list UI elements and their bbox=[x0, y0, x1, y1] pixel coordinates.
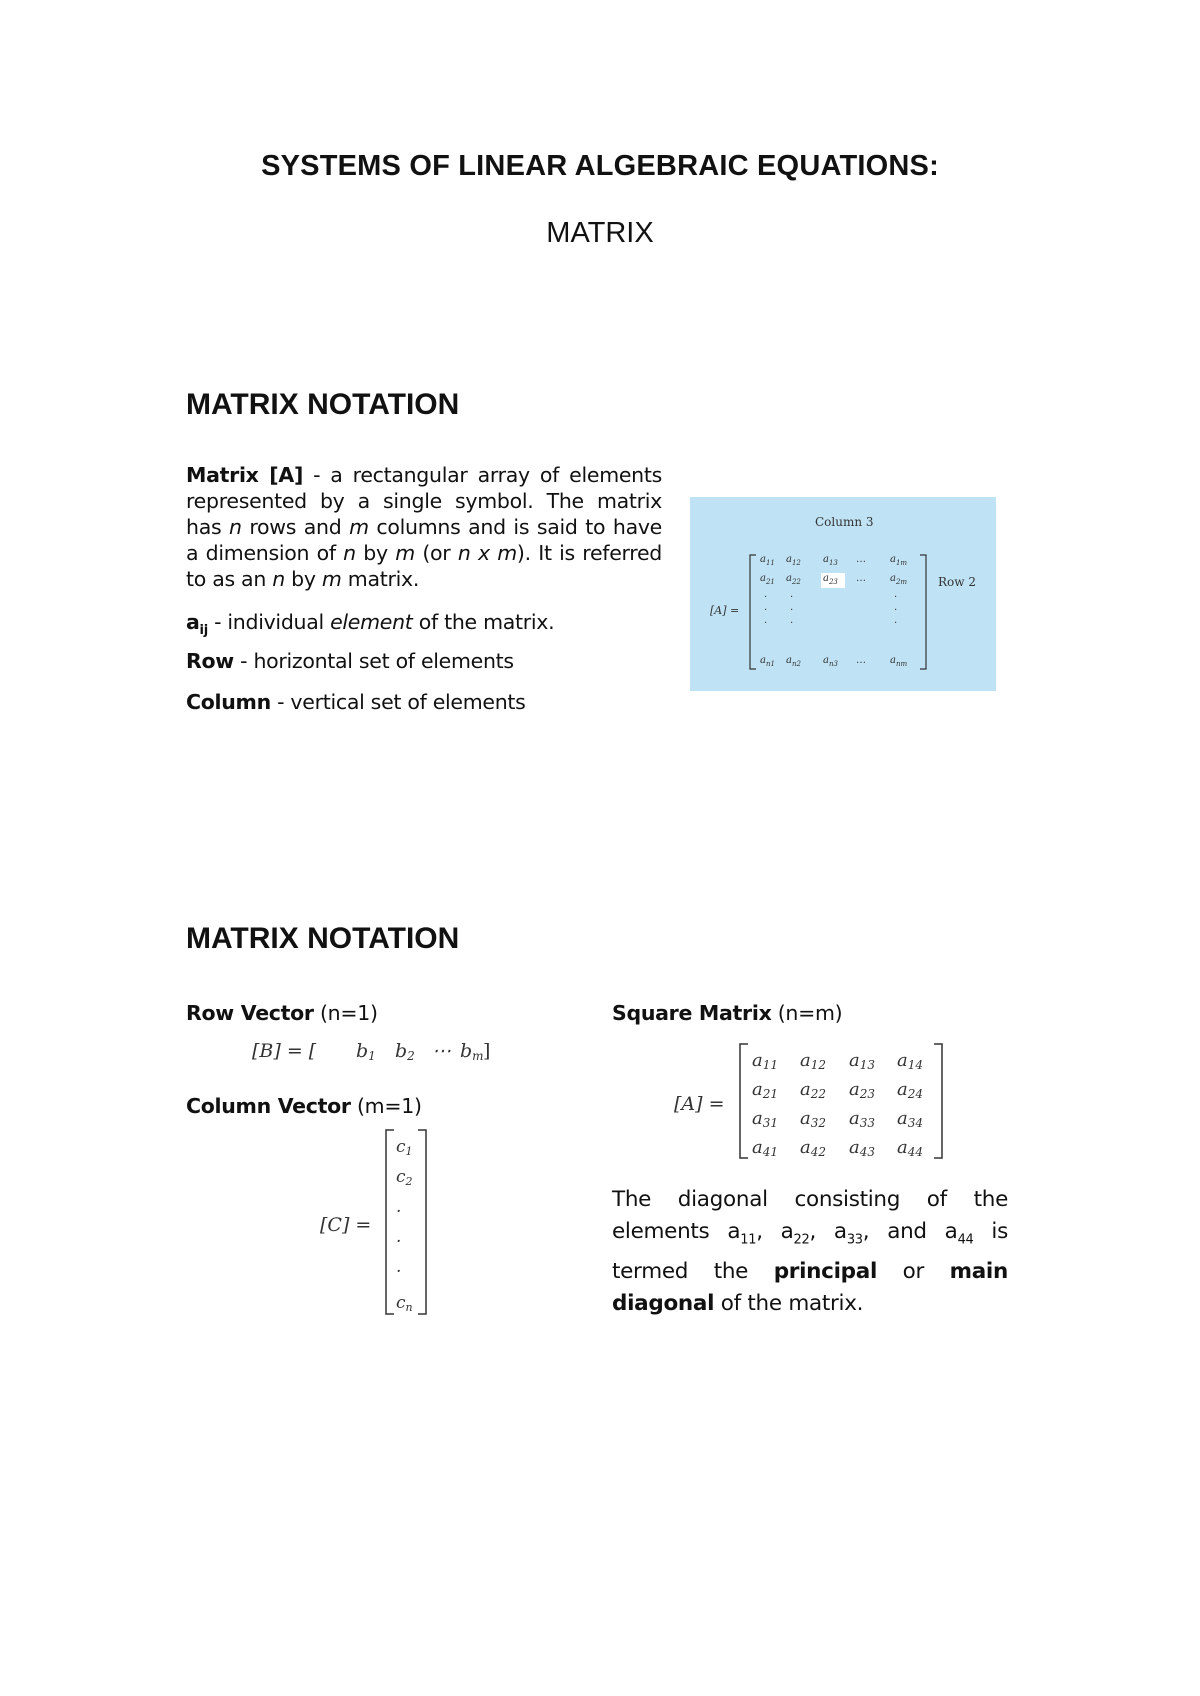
diag-text: , and a bbox=[862, 1219, 958, 1244]
row-vector-entry: b2 bbox=[395, 1040, 415, 1063]
row-vector-entry: bm bbox=[460, 1040, 484, 1063]
diag-sub-22: 22 bbox=[793, 1232, 810, 1248]
matrix-cell: … bbox=[856, 655, 866, 666]
column-vector-term: Column Vector bbox=[186, 1094, 351, 1118]
square-matrix-svg bbox=[668, 1040, 958, 1164]
aij-sub: ij bbox=[199, 623, 208, 639]
matrix-cell: $a_{23}$ bbox=[823, 573, 838, 586]
def-text: by bbox=[355, 541, 396, 565]
square-matrix-entry: a23 bbox=[849, 1079, 876, 1101]
def-text: ). It is referred to as an bbox=[186, 541, 662, 591]
aij-text: of the matrix. bbox=[412, 610, 555, 634]
column-term: Column bbox=[186, 690, 271, 714]
matrix-cell: $a_{n3}$ bbox=[823, 655, 838, 668]
matrix-definition bbox=[186, 462, 662, 592]
square-matrix-equation bbox=[668, 1040, 958, 1168]
matrix-dot: . bbox=[790, 589, 794, 600]
principal-term: principal bbox=[773, 1259, 878, 1285]
column-3-label: Column 3 bbox=[815, 515, 874, 529]
row-vector-cond: (n=1) bbox=[313, 1001, 378, 1025]
def-text: (or bbox=[414, 541, 458, 565]
square-matrix-entry: a43 bbox=[849, 1137, 876, 1159]
column-vector-svg bbox=[316, 1128, 436, 1318]
square-matrix-entry: a21 bbox=[752, 1079, 779, 1101]
square-matrix-entries bbox=[752, 1050, 923, 1159]
matrix-cell: $a_{nm}$ bbox=[890, 655, 908, 668]
square-matrix-entry: a24 bbox=[897, 1079, 924, 1101]
square-matrix-entry: a41 bbox=[752, 1137, 779, 1159]
row-vector-label bbox=[186, 1000, 378, 1026]
aij-text: - individual bbox=[207, 610, 331, 634]
var-m: m bbox=[395, 541, 415, 565]
square-matrix-entry: a14 bbox=[897, 1050, 924, 1072]
square-matrix-entry: a44 bbox=[897, 1137, 924, 1159]
matrix-dot: . bbox=[894, 615, 898, 626]
def-text: columns and is said to have a dimension of bbox=[186, 515, 662, 565]
square-matrix-entry: a12 bbox=[800, 1050, 827, 1072]
square-matrix-cond: (n=m) bbox=[771, 1001, 843, 1025]
matrix-dot: . bbox=[790, 602, 794, 613]
row-vector-entries bbox=[356, 1040, 484, 1063]
row-vector-entry: ⋯ bbox=[432, 1040, 451, 1062]
square-matrix-lhs: [A] = bbox=[674, 1093, 725, 1115]
document-subtitle: MATRIX bbox=[546, 217, 654, 249]
column-vector-label bbox=[186, 1093, 422, 1119]
var-m: m bbox=[349, 515, 369, 539]
square-matrix-entry: a22 bbox=[800, 1079, 827, 1101]
matrix-dot: . bbox=[764, 589, 768, 600]
def-text: matrix. bbox=[341, 567, 420, 591]
square-matrix-entry: a13 bbox=[849, 1050, 876, 1072]
square-matrix-entry: a31 bbox=[752, 1108, 779, 1130]
aij-em: element bbox=[330, 610, 413, 634]
diagonal-paragraph bbox=[612, 1184, 1008, 1320]
square-right-bracket bbox=[934, 1044, 942, 1158]
matrix-dot: . bbox=[790, 615, 794, 626]
aij-base: a bbox=[186, 610, 200, 634]
element-definition bbox=[186, 609, 686, 644]
column-vector-entry: . bbox=[396, 1257, 402, 1277]
matrix-cell: $a_{21}$ bbox=[760, 573, 775, 586]
square-matrix-entry: a11 bbox=[752, 1050, 779, 1072]
diag-text: or bbox=[877, 1259, 950, 1285]
matrix-cells bbox=[760, 554, 907, 668]
def-text: rows and bbox=[241, 515, 350, 539]
document-title: SYSTEMS OF LINEAR ALGEBRAIC EQUATIONS: bbox=[261, 150, 939, 182]
def-text: - a rectangular array of elements represented by a single symbol. The matrix has bbox=[186, 463, 662, 539]
row-vector-term: Row Vector bbox=[186, 1001, 314, 1025]
def-text: by bbox=[284, 567, 322, 591]
diag-text: The diagonal consisting of the elements a bbox=[612, 1187, 1008, 1244]
matrix-dot: . bbox=[764, 615, 768, 626]
matrix-cell: $a_{13}$ bbox=[823, 554, 838, 567]
var-n: n bbox=[343, 541, 356, 565]
var-n: n bbox=[229, 515, 242, 539]
square-left-bracket bbox=[740, 1044, 748, 1158]
aij-term bbox=[186, 610, 208, 639]
row-term: Row bbox=[186, 649, 234, 673]
right-bracket bbox=[920, 555, 926, 669]
diag-sub-33: 33 bbox=[846, 1232, 863, 1248]
square-matrix-entry: a32 bbox=[800, 1108, 827, 1130]
column-vector-lhs: [C] = bbox=[320, 1214, 372, 1236]
column-vector-equation bbox=[316, 1128, 436, 1322]
left-bracket bbox=[750, 555, 756, 669]
var-m: m bbox=[321, 567, 342, 591]
square-matrix-entry: a33 bbox=[849, 1108, 876, 1130]
var-nxm: n x m bbox=[457, 541, 517, 565]
row-vector-svg bbox=[250, 1036, 500, 1070]
matrix-cell: $a_{1m}$ bbox=[890, 554, 908, 567]
matrix-cell: $a_{n2}$ bbox=[786, 655, 801, 668]
column-definition bbox=[186, 689, 686, 715]
column-vector-entry: cn bbox=[396, 1293, 413, 1314]
main-diagonal-term: main diagonal bbox=[612, 1259, 1008, 1317]
row-vector-equation bbox=[250, 1036, 500, 1074]
row-vector-rhs: ] bbox=[483, 1040, 491, 1062]
diag-text: is termed the bbox=[612, 1219, 1009, 1285]
matrix-cell: $a_{11}$ bbox=[760, 554, 775, 567]
square-matrix-label bbox=[612, 1000, 842, 1026]
diag-text: , a bbox=[756, 1219, 794, 1244]
square-matrix-term: Square Matrix bbox=[612, 1001, 772, 1025]
matrix-cell: $a_{2m}$ bbox=[890, 573, 908, 586]
column-right-bracket bbox=[418, 1130, 426, 1314]
diag-sub-11: 11 bbox=[740, 1232, 757, 1248]
matrix-cell: $a_{22}$ bbox=[786, 573, 801, 586]
matrix-dot: . bbox=[894, 589, 898, 600]
matrix-cell: $a_{12}$ bbox=[786, 554, 801, 567]
matrix-cell: $a_{n1}$ bbox=[760, 655, 775, 668]
column-vector-cond: (m=1) bbox=[350, 1094, 422, 1118]
column-vector-entry: . bbox=[396, 1227, 402, 1247]
square-matrix-entry: a34 bbox=[897, 1108, 924, 1130]
matrix-figure-svg bbox=[690, 497, 996, 691]
square-matrix-entry: a42 bbox=[800, 1137, 827, 1159]
var-n: n bbox=[272, 567, 285, 591]
diag-text: of the matrix. bbox=[714, 1291, 864, 1317]
section-heading-1: MATRIX NOTATION bbox=[186, 388, 460, 421]
row-vector-lhs: [B] = [ bbox=[252, 1040, 317, 1062]
diag-sub-44: 44 bbox=[957, 1232, 974, 1248]
row-text: - horizontal set of elements bbox=[233, 649, 514, 673]
row-2-label: Row 2 bbox=[938, 575, 976, 589]
matrix-term: Matrix [A] bbox=[186, 463, 304, 487]
row-definition bbox=[186, 648, 686, 674]
row-vector-entry: b1 bbox=[356, 1040, 376, 1063]
matrix-dot: . bbox=[764, 602, 768, 613]
matrix-dot: . bbox=[894, 602, 898, 613]
matrix-cell: … bbox=[856, 554, 866, 565]
matrix-cell: … bbox=[856, 573, 866, 584]
section-heading-2: MATRIX NOTATION bbox=[186, 922, 460, 955]
column-left-bracket bbox=[386, 1130, 394, 1314]
column-vector-entry: c1 bbox=[396, 1137, 413, 1158]
column-text: - vertical set of elements bbox=[270, 690, 526, 714]
column-vector-entry: c2 bbox=[396, 1167, 413, 1188]
matrix-figure bbox=[690, 497, 996, 691]
column-vector-entries bbox=[396, 1137, 413, 1314]
diag-text: , a bbox=[809, 1219, 847, 1244]
column-vector-entry: . bbox=[396, 1197, 402, 1217]
matrix-lhs: [A] = bbox=[710, 604, 740, 617]
